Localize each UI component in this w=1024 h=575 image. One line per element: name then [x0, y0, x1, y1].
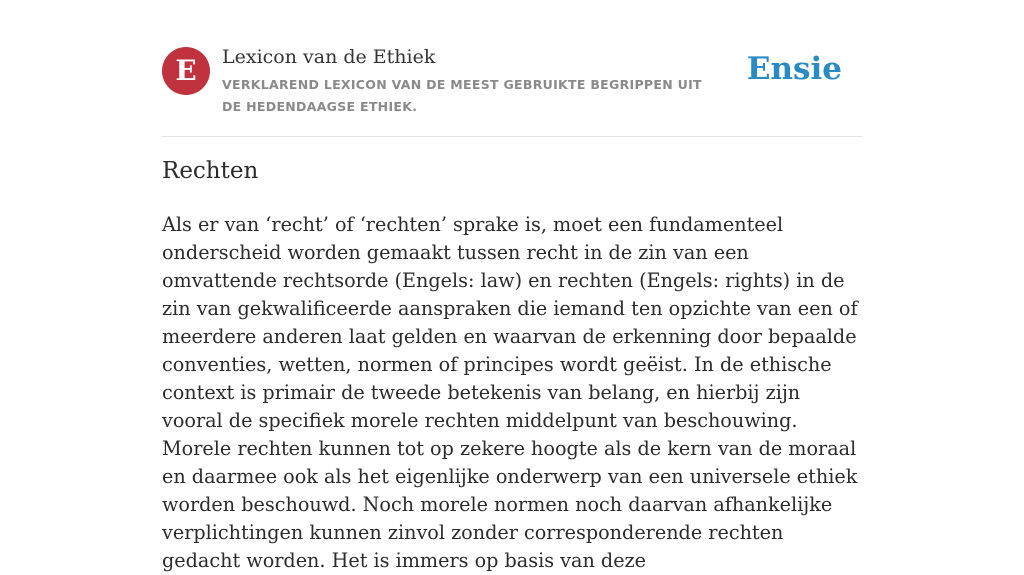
site-header: [162, 0, 862, 137]
article-body: Als er van ‘recht’ of ‘rechten’ sprake is, moet een fundamenteel onderscheid worden gemaakt tussen recht in de zin van een omvattende rechtsorde (Engels: law) en rechten (Engels: rights) in de zin van gekwalificeerde aanspraken die iemand ten opzichte van een of meerdere anderen laat gelden en waarvan de erkenning door bepaalde conventies, wetten, normen of principes wordt geëist. In de ethische context is primair de tweede betekenis van belang, en hierbij zijn vooral de specifiek morele rechten middelpunt van beschouwing. Morele rechten kunnen tot op zekere hoogte als de kern van de moraal en daarmee ook als het eigenlijke onderwerp van een universele ethiek worden beschouwd. Noch morele normen noch daarvan afhankelijke verplichtingen kunnen zinvol zonder corresponderende rechten gedacht worden. Het is immers op basis van deze: [162, 213, 858, 572]
site-title[interactable]: Lexicon van de Ethiek: [222, 46, 436, 68]
site-subtitle: VERKLAREND LEXICON VAN DE MEEST GEBRUIKTE BEGRIPPEN UIT DE HEDENDAAGSE ETHIEK.: [222, 77, 702, 114]
lexicon-logo[interactable]: E: [162, 47, 210, 95]
page-container: [162, 0, 862, 572]
page-title: Rechten: [162, 158, 259, 184]
ensie-brand-logo[interactable]: Ensie: [746, 51, 842, 87]
